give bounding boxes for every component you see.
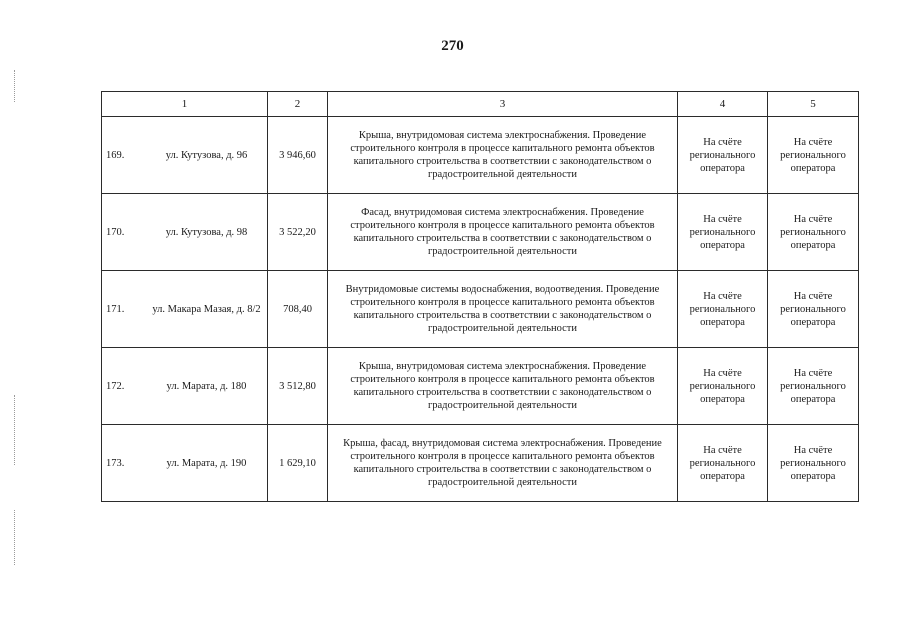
funding-status-col4: На счёте регионального оператора [678,348,768,425]
header-col-4: 4 [678,92,768,117]
funding-status-col4: На счёте регионального оператора [678,425,768,502]
funding-status-col5: На счёте регионального оператора [768,348,859,425]
works-description: Фасад, внутридомовая система электроснабжения. Проведение строительного контроля в процессе капитального ремонта объектов капитального строительства в соответствии с законодательством о градостроительной деятельности [328,194,678,271]
scan-margin-mark-bottom [14,510,16,565]
works-description: Крыша, внутридомовая система электроснабжения. Проведение строительного контроля в процессе капитального ремонта объектов капитального строительства в соответствии с законодательством о градостроительной деятельности [328,117,678,194]
row-number: 173. [106,457,125,469]
row-number: 169. [106,149,125,161]
amount: 3 512,80 [268,348,328,425]
table-row [102,194,859,271]
row-number-address-cell [102,194,268,271]
table-row [102,425,859,502]
funding-status-col5: На счёте регионального оператора [768,425,859,502]
row-number: 171. [106,303,125,315]
table-row [102,271,859,348]
header-col-5: 5 [768,92,859,117]
works-description: Крыша, внутридомовая система электроснабжения. Проведение строительного контроля в процессе капитального ремонта объектов капитального строительства в соответствии с законодательством о градостроительной деятельности [328,348,678,425]
address: ул. Марата, д. 190 [166,457,247,469]
row-number-address-cell [102,348,268,425]
works-description: Крыша, фасад, внутридомовая система электроснабжения. Проведение строительного контроля в процессе капитального ремонта объектов капитального строительства в соответствии с законодательством о градостроительной деятельности [328,425,678,502]
table-header-row [102,92,859,117]
address: ул. Кутузова, д. 98 [165,226,248,238]
row-number-address-cell [102,117,268,194]
funding-status-col5: На счёте регионального оператора [768,117,859,194]
scan-margin-mark-middle [14,395,16,465]
header-col-3: 3 [328,92,678,117]
funding-status-col4: На счёте регионального оператора [678,194,768,271]
header-col-2: 2 [268,92,328,117]
address: ул. Кутузова, д. 96 [165,149,248,161]
funding-status-col5: На счёте регионального оператора [768,194,859,271]
repair-program-table [101,91,859,502]
header-col-1: 1 [102,92,268,117]
address: ул. Марата, д. 180 [166,380,247,392]
amount: 708,40 [268,271,328,348]
funding-status-col4: На счёте регионального оператора [678,117,768,194]
amount: 3 522,20 [268,194,328,271]
row-number-address-cell [102,271,268,348]
row-number: 170. [106,226,125,238]
amount: 3 946,60 [268,117,328,194]
row-number-address-cell [102,425,268,502]
address: ул. Макара Мазая, д. 8/2 [152,303,261,315]
row-number: 172. [106,380,125,392]
funding-status-col4: На счёте регионального оператора [678,271,768,348]
scan-margin-mark-top [14,70,16,102]
funding-status-col5: На счёте регионального оператора [768,271,859,348]
works-description: Внутридомовые системы водоснабжения, водоотведения. Проведение строительного контроля в процессе капитального ремонта объектов капитального строительства в соответствии с законодательством о градостроительной деятельности [328,271,678,348]
table-row [102,348,859,425]
amount: 1 629,10 [268,425,328,502]
table-row [102,117,859,194]
page-number: 270 [441,38,464,54]
